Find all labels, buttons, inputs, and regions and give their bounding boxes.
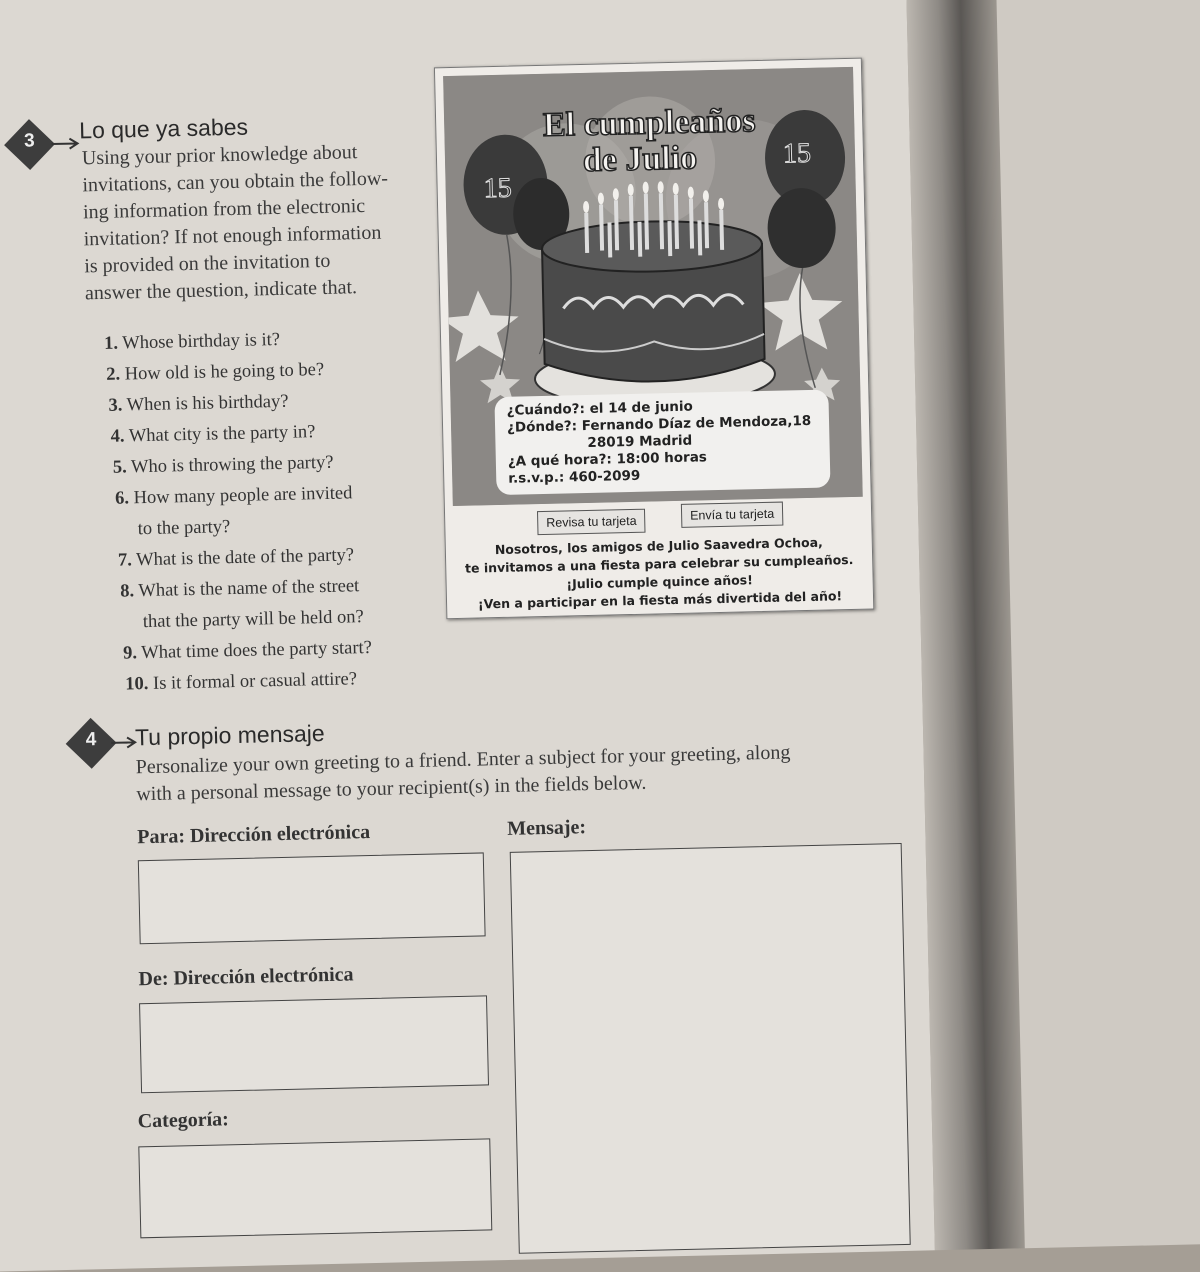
question-text: How old is he going to be? xyxy=(124,359,325,385)
intro-line: ing information from the electronic xyxy=(82,194,366,224)
info-rsvp: r.s.v.p.: 460-2099 xyxy=(508,467,641,487)
question-text: What city is the party in? xyxy=(128,422,316,447)
question-text: Is it formal or casual attire? xyxy=(152,669,358,694)
question-text: that the party will be held on? xyxy=(142,607,365,633)
balloon-number-left: 15 xyxy=(483,172,513,205)
e-card xyxy=(434,58,874,620)
message-field[interactable] xyxy=(510,843,911,1254)
intro-line: invitation? If not enough information xyxy=(83,221,382,251)
card-title-line1: El cumpleaños xyxy=(542,102,756,144)
to-email-field[interactable] xyxy=(138,852,486,944)
section-3-title: Lo que ya sabes xyxy=(78,113,249,144)
question-number: 2. xyxy=(106,364,121,385)
arrow-icon xyxy=(51,137,79,150)
info-city: 28019 Madrid xyxy=(587,432,693,451)
question-number: 3. xyxy=(108,395,123,416)
intro-line: is provided on the invitation to xyxy=(84,249,331,278)
question-text: Who is throwing the party? xyxy=(130,452,334,478)
question-number: 8. xyxy=(119,581,135,602)
question-list xyxy=(104,321,442,700)
category-label: Categoría: xyxy=(137,1108,230,1133)
category-field[interactable] xyxy=(138,1138,492,1238)
from-email-field[interactable] xyxy=(139,995,489,1093)
section-4-number: 4 xyxy=(85,729,97,751)
balloon-number-right: 15 xyxy=(782,137,812,170)
question-text: What is the name of the street xyxy=(138,576,360,602)
card-message-line: ¡Ven a participar en la fiesta más divertida del año! xyxy=(477,588,843,612)
card-illustration xyxy=(443,67,863,506)
from-label: De: Dirección electrónica xyxy=(138,963,354,991)
intro-line: answer the question, indicate that. xyxy=(84,276,358,305)
section-4-badge xyxy=(65,717,118,770)
question-number: 9. xyxy=(122,643,138,664)
facing-page-edge xyxy=(995,0,1200,1248)
question-number: 4. xyxy=(110,426,125,447)
question-item xyxy=(107,476,438,545)
intro-line: with a personal message to your recipient(s) in the fields below. xyxy=(136,771,647,806)
question-text: Whose birthday is it? xyxy=(122,329,281,354)
question-text: How many people are invited xyxy=(133,483,353,509)
section-3-intro xyxy=(82,137,446,307)
question-text: When is his birthday? xyxy=(126,391,289,416)
card-message xyxy=(456,533,864,614)
info-time: ¿A qué hora?: 18:00 horas xyxy=(507,449,708,470)
intro-line: Personalize your own greeting to a friend. Enter a subject for your greeting, along xyxy=(135,741,791,779)
section-4-title: Tu propio mensaje xyxy=(134,720,325,751)
question-number: 10. xyxy=(125,674,149,695)
party-details xyxy=(494,389,830,495)
intro-line: Using your prior knowledge about xyxy=(81,141,358,170)
question-number: 5. xyxy=(112,457,127,478)
review-card-button[interactable]: Revisa tu tarjeta xyxy=(537,509,646,535)
question-number: 7. xyxy=(117,550,133,571)
card-message-line: te invitamos a una fiesta para celebrar su cumpleaños. xyxy=(464,551,854,576)
info-when: ¿Cuándo?: el 14 de junio xyxy=(506,398,694,419)
info-where: ¿Dónde?: Fernando Díaz de Mendoza,18 xyxy=(506,412,812,436)
message-label: Mensaje: xyxy=(506,816,587,840)
arrow-icon xyxy=(111,736,137,749)
card-message-line: Nosotros, los amigos de Julio Saavedra Ochoa, xyxy=(494,534,823,558)
question-number: 1. xyxy=(103,333,119,354)
question-number: 6. xyxy=(114,488,130,509)
section-3-badge xyxy=(3,118,56,171)
question-text: to the party? xyxy=(137,517,231,540)
question-text: What time does the party start? xyxy=(141,637,373,664)
question-item xyxy=(109,569,440,638)
card-message-line: ¡Julio cumple quince años! xyxy=(566,572,754,592)
section-3-number: 3 xyxy=(23,130,35,152)
question-text: What is the date of the party? xyxy=(135,545,355,571)
to-label: Para: Dirección electrónica xyxy=(137,821,371,849)
card-title-line2: de Julio xyxy=(582,139,698,180)
intro-line: invitations, can you obtain the follow- xyxy=(82,167,389,197)
send-card-button[interactable]: Envía tu tarjeta xyxy=(681,502,784,528)
